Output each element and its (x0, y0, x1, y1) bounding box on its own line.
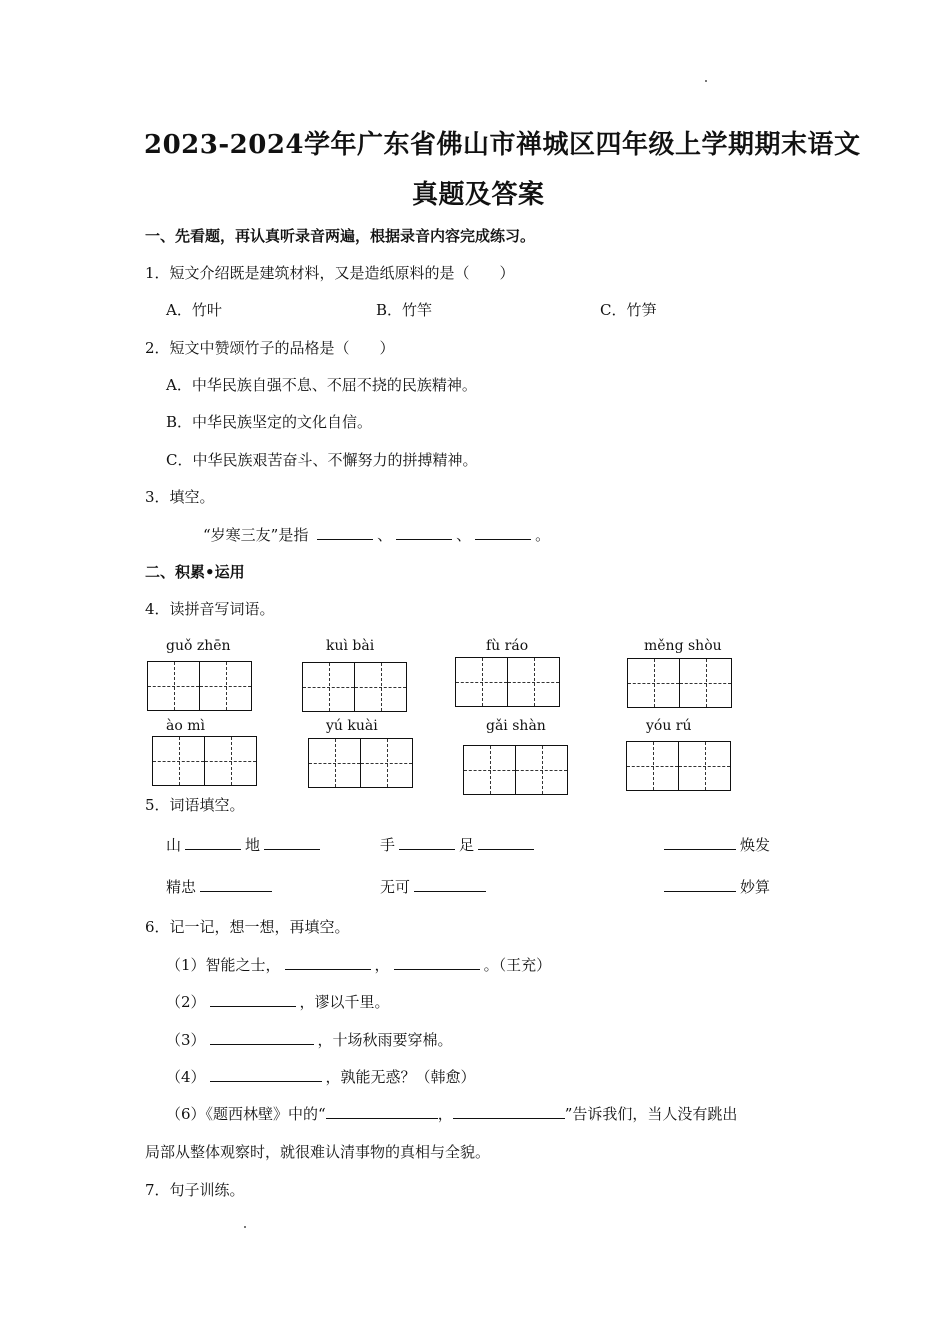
q5-blank[interactable] (264, 835, 320, 850)
q6-text-part: ， (437, 1105, 453, 1123)
pinyin-5: ào mì (166, 718, 205, 734)
q6-text-part: （6）《题西林壁》中的“ (166, 1105, 326, 1123)
char-grid-1[interactable] (147, 661, 252, 711)
q3-sep-1: 、 (377, 526, 393, 544)
q3-blank-1[interactable] (317, 525, 373, 540)
pinyin-8: yóu rú (646, 718, 692, 734)
q2-option-b: B．中华民族坚定的文化自信。 (166, 413, 373, 431)
q5-item-4 (166, 876, 276, 897)
q4-text: 4．读拼音写词语。 (145, 600, 275, 618)
q5-item-2 (380, 834, 538, 855)
q6-text-part: ，孰能无惑？（韩愈） (325, 1068, 476, 1086)
q6-blank[interactable] (394, 955, 480, 970)
q5-char: 地 (245, 836, 261, 854)
q5-item-3 (664, 834, 770, 855)
scan-dot (705, 80, 707, 82)
q5-char: 山 (166, 836, 182, 854)
char-grid-2[interactable] (302, 662, 407, 712)
q5-item-1 (166, 834, 324, 855)
q5-word: 精忠 (166, 878, 197, 896)
q3-sep-2: 、 (456, 526, 472, 544)
q3-text: 3．填空。 (145, 488, 215, 506)
q7-text: 7．句子训练。 (145, 1181, 245, 1199)
q6-blank[interactable] (210, 1030, 314, 1045)
q5-item-6 (664, 876, 770, 897)
pinyin-3: fù ráo (486, 638, 529, 654)
q5-text: 5．词语填空。 (145, 796, 245, 814)
title-line-1: 2023-2024学年广东省佛山市禅城区四年级上学期期末语文 (144, 130, 861, 160)
char-grid-6[interactable] (308, 738, 413, 788)
q3-fill-line (203, 524, 550, 545)
pinyin-6: yú kuài (326, 718, 378, 734)
q3-blank-3[interactable] (475, 525, 531, 540)
q3-prefix: “岁寒三友”是指 (203, 526, 309, 544)
q3-blank-2[interactable] (396, 525, 452, 540)
q6-text-part: 。（王充） (483, 956, 552, 974)
q6-text-part: ，谬以千里。 (299, 993, 390, 1011)
q6-text-part: （3） (166, 1031, 206, 1049)
char-grid-4[interactable] (627, 658, 732, 708)
q1-option-c: C．竹笋 (600, 301, 657, 319)
pinyin-2: kuì bài (326, 638, 375, 654)
q5-blank[interactable] (414, 877, 486, 892)
q6-blank[interactable] (453, 1104, 565, 1119)
q6-blank[interactable] (285, 955, 371, 970)
q1-text: 1．短文介绍既是建筑材料，又是造纸原料的是（ ） (145, 264, 515, 282)
q5-blank[interactable] (399, 835, 455, 850)
q5-word: 焕发 (740, 836, 771, 854)
title-line-2: 真题及答案 (412, 180, 545, 210)
q5-blank[interactable] (664, 835, 736, 850)
q5-blank[interactable] (664, 877, 736, 892)
q6-blank[interactable] (326, 1104, 438, 1119)
q6-text-part: （1）智能之士， (166, 956, 281, 974)
q5-item-5 (380, 876, 490, 897)
q6-text-part: ，十场秋雨要穿棉。 (317, 1031, 453, 1049)
q5-blank[interactable] (478, 835, 534, 850)
q6-text-part: （2） (166, 993, 206, 1011)
q2-text: 2．短文中赞颂竹子的品格是（ ） (145, 339, 395, 357)
q5-word: 无可 (380, 878, 411, 896)
section2-heading: 二、积累•运用 (145, 563, 245, 581)
pinyin-4: měng shòu (644, 638, 722, 654)
q5-blank[interactable] (185, 835, 241, 850)
scan-dot (244, 1226, 246, 1228)
q6-item-2 (166, 991, 390, 1012)
q6-text-part: ”告诉我们，当人没有跳出 (564, 1105, 738, 1123)
q6-item-1 (166, 954, 551, 975)
char-grid-3[interactable] (455, 657, 560, 707)
char-grid-8[interactable] (626, 741, 731, 791)
q2-option-c: C．中华民族艰苦奋斗、不懈努力的拼搏精神。 (166, 451, 478, 469)
pinyin-1: guǒ zhēn (166, 638, 231, 654)
char-grid-7[interactable] (463, 745, 568, 795)
q5-char: 手 (380, 836, 396, 854)
q3-end: 。 (535, 526, 551, 544)
q5-blank[interactable] (200, 877, 272, 892)
q6-text-part: ， (374, 956, 390, 974)
q1-option-b: B．竹竿 (376, 301, 433, 319)
q2-option-a: A．中华民族自强不息、不屈不挠的民族精神。 (166, 376, 477, 394)
q6-item-4 (166, 1066, 476, 1087)
q1-option-a: A．竹叶 (166, 301, 222, 319)
q6-blank[interactable] (210, 1067, 322, 1082)
q5-char: 足 (459, 836, 475, 854)
pinyin-7: gǎi shàn (486, 718, 546, 734)
q6-text-part: （4） (166, 1068, 206, 1086)
q6-item-3 (166, 1029, 453, 1050)
q6-blank[interactable] (210, 992, 296, 1007)
q6-text: 6．记一记，想一想，再填空。 (145, 918, 350, 936)
char-grid-5[interactable] (152, 736, 257, 786)
q5-word: 妙算 (740, 878, 771, 896)
section1-heading: 一、先看题，再认真听录音两遍，根据录音内容完成练习。 (145, 227, 536, 245)
q6-item-6 (166, 1103, 737, 1124)
q6-item-6-line-2: 局部从整体观察时，就很难认清事物的真相与全貌。 (145, 1143, 491, 1161)
